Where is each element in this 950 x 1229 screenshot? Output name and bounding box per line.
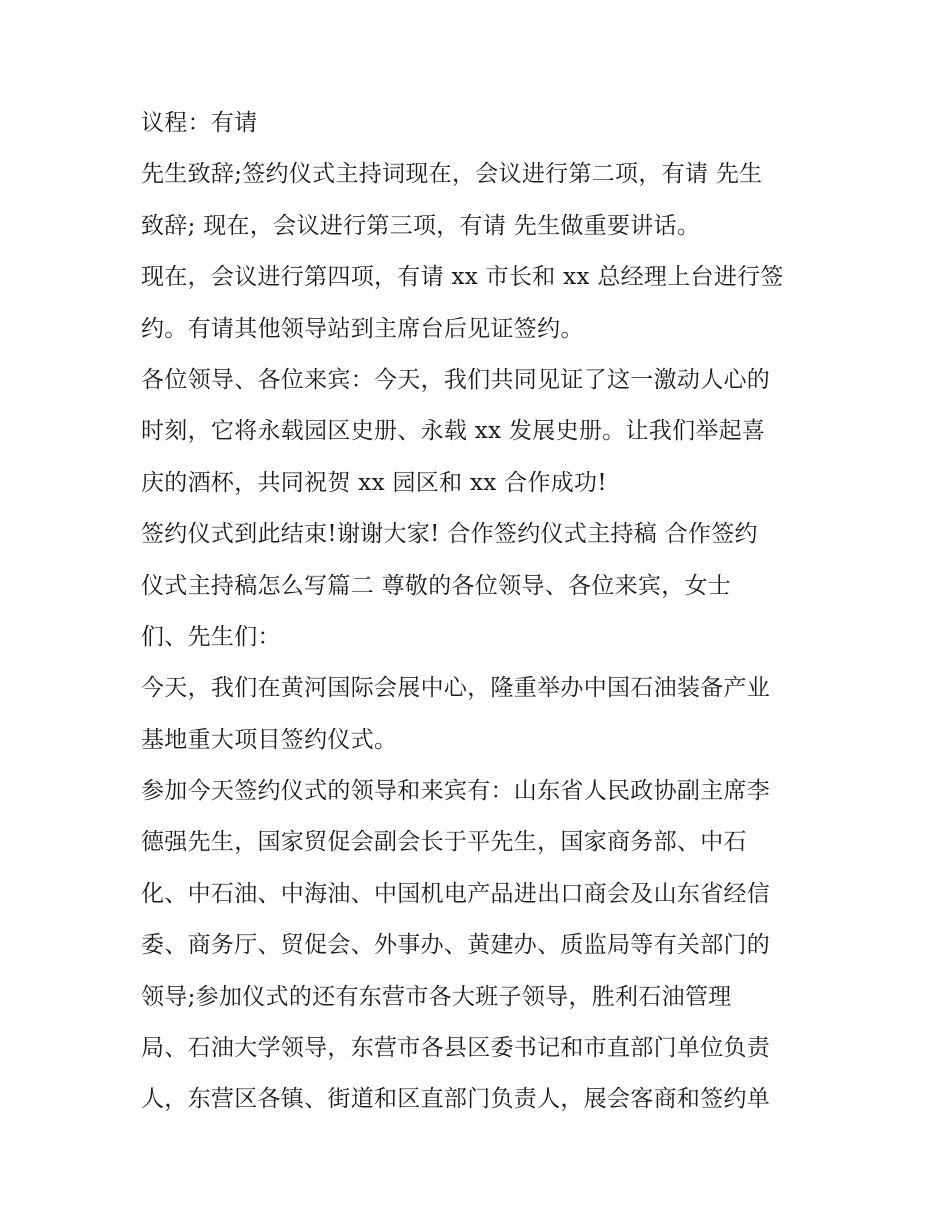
- text-line: 局、石油大学领导，东营市各县区委书记和市直部门单位负责: [141, 1035, 771, 1062]
- text-line: 们、先生们：: [141, 623, 281, 650]
- text-line: 致辞; 现在，会议进行第三项，有请 先生做重要讲话。: [141, 212, 701, 239]
- document-body: [141, 108, 821, 1136]
- text-line: 先生致辞;签约仪式主持词现在，会议进行第二项，有请 先生: [141, 161, 763, 188]
- text-line: 现在，会议进行第四项，有请 xx 市长和 xx 总经理上台进行签: [141, 264, 784, 291]
- text-line: 参加今天签约仪式的领导和来宾有：山东省人民政协副主席李: [141, 778, 771, 805]
- text-line: 委、商务厅、贸促会、外事办、黄建办、质监局等有关部门的: [141, 932, 771, 959]
- text-line: 议程：有请: [141, 110, 258, 136]
- text-line: 今天，我们在黄河国际会展中心，隆重举办中国石油装备产业: [141, 675, 771, 702]
- text-line: 基地重大项目签约仪式。: [141, 726, 398, 753]
- text-line: 约。有请其他领导站到主席台后见证签约。: [141, 315, 584, 342]
- text-line: 各位领导、各位来宾：今天，我们共同见证了这一激动人心的: [141, 366, 771, 393]
- text-line: 时刻，它将永载园区史册、永载 xx 发展史册。让我们举起喜: [141, 418, 766, 445]
- text-line: 化、中石油、中海油、中国机电产品进出口商会及山东省经信: [141, 880, 771, 907]
- text-line: 仪式主持稿怎么写篇二 尊敬的各位领导、各位来宾，女士: [141, 572, 732, 599]
- text-line: 领导;参加仪式的还有东营市各大班子领导，胜利石油管理: [141, 983, 732, 1010]
- text-line: 签约仪式到此结束!谢谢大家! 合作签约仪式主持稿 合作签约: [141, 521, 758, 548]
- text-line: 庆的酒杯，共同祝贺 xx 园区和 xx 合作成功!: [141, 469, 607, 496]
- text-line: 人，东营区各镇、街道和区直部门负责人，展会客商和签约单: [141, 1086, 771, 1113]
- text-line: 德强先生，国家贸促会副会长于平先生，国家商务部、中石: [141, 829, 747, 856]
